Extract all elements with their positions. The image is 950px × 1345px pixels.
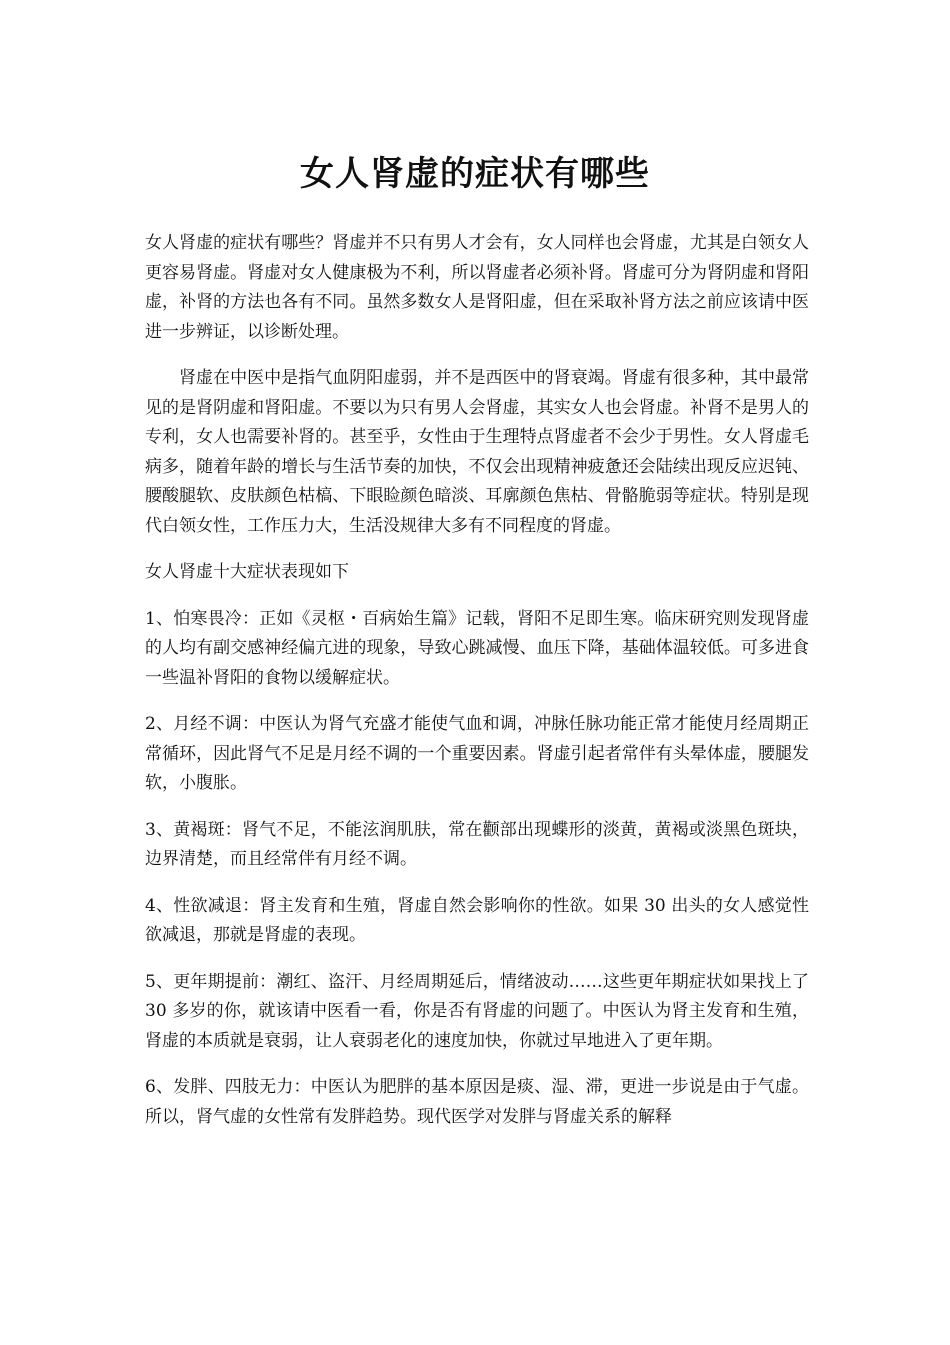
document-title: 女人肾虚的症状有哪些 (300, 154, 650, 194)
section-heading: 女人肾虚十大症状表现如下 (145, 562, 349, 582)
body-paragraph: 肾虚在中医中是指气血阴阳虚弱，并不是西医中的肾衰竭。肾虚有很多种，其中最常见的是肾阴虚和肾阳虚。不要以为只有男人会肾虚，其实女人也会肾虚。补肾不是男人的专利，女人也需要补肾的。甚至乎，女性由于生理特点肾虚者不会少于男性。女人肾虚毛病多，随着年龄的增长与生活节奏的加快，不仅会出现精神疲惫还会陆续出现反应迟钝、腰酸腿软、皮肤颜色枯槁、下眼睑颜色暗淡、耳廓颜色焦枯、骨骼脆弱等症状。特别是现代白领女性，工作压力大，生活没规律大多有不同程度的肾虚。 (145, 368, 809, 536)
symptom-item-3: 3、黄褐斑：肾气不足，不能泫润肌肤，常在颧部出现蝶形的淡黄，黄褐或淡黑色斑块，边界清楚，而且经常伴有月经不调。 (145, 819, 809, 869)
symptom-item-1: 1、怕寒畏冷：正如《灵枢・百病始生篇》记载，肾阳不足即生寒。临床研究则发现肾虚的人均有副交感神经偏亢进的现象，导致心跳减慢、血压下降，基础体温较低。可多进食一些温补肾阳的食物以缓解症状。 (145, 608, 809, 688)
symptom-item-6: 6、发胖、四肢无力：中医认为肥胖的基本原因是痰、湿、滞，更进一步说是由于气虚。所以，肾气虚的女性常有发胖趋势。现代医学对发胖与肾虚关系的解释 (145, 1077, 809, 1127)
document-body (145, 229, 809, 1149)
symptom-item-2: 2、月经不调：中医认为肾气充盛才能使气血和调，冲脉任脉功能正常才能使月经周期正常循环，因此肾气不足是月经不调的一个重要因素。肾虚引起者常伴有头晕体虚，腰腿发软，小腹胀。 (145, 714, 809, 793)
intro-paragraph: 女人肾虚的症状有哪些？肾虚并不只有男人才会有，女人同样也会肾虚，尤其是白领女人更容易肾虚。肾虚对女人健康极为不利，所以肾虚者必须补肾。肾虚可分为肾阴虚和肾阳虚，补肾的方法也各有不同。虽然多数女人是肾阳虚，但在采取补肾方法之前应该请中医进一步辨证，以诊断处理。 (145, 233, 809, 342)
symptom-item-5: 5、更年期提前：潮红、盗汗、月经周期延后，情绪波动……这些更年期症状如果找上了 30 多岁的你，就该请中医看一看，你是否有肾虚的问题了。中医认为肾主发育和生殖，肾虚的本质就是衰弱，让人衰弱老化的速度加快，你就过早地进入了更年期。 (145, 971, 809, 1051)
symptom-item-4: 4、性欲减退：肾主发育和生殖，肾虚自然会影响你的性欲。如果 30 出头的女人感觉性欲减退，那就是肾虚的表现。 (145, 895, 809, 945)
